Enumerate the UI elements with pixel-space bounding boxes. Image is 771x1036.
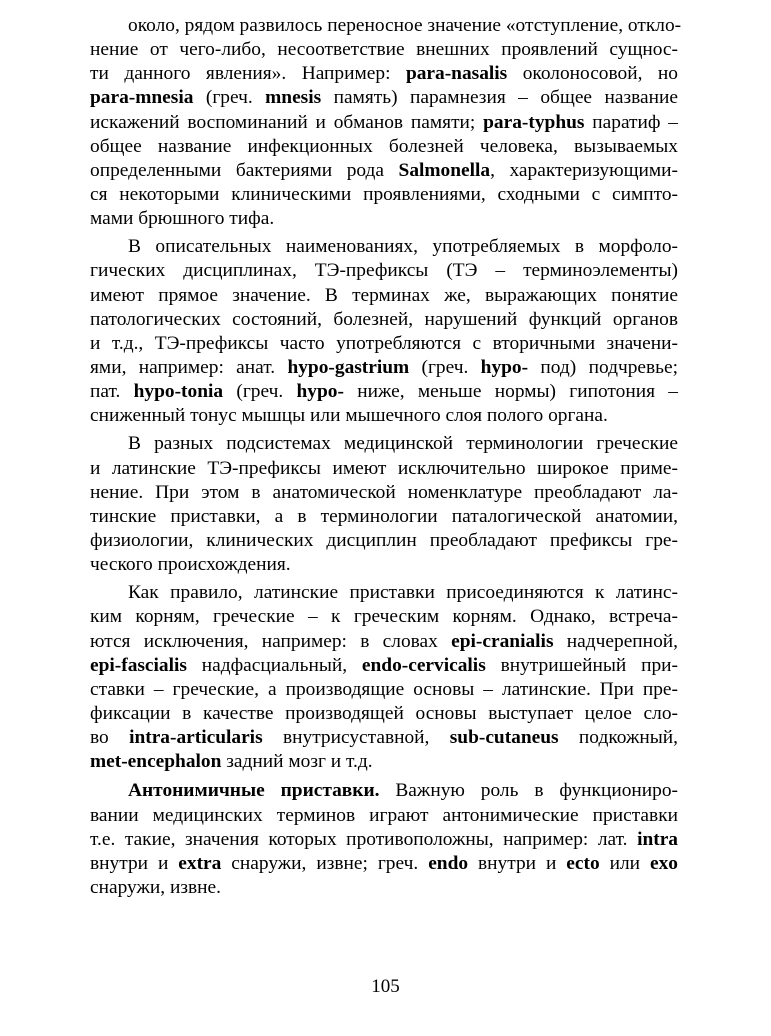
text-line [90, 259, 678, 283]
text-run: паратиф – [584, 111, 678, 133]
text-run: вании медицинских терминов играют антонимические приставки [90, 804, 678, 826]
bold-term: intra [637, 828, 678, 850]
bold-term: sub-cutaneus [449, 727, 559, 749]
text-run: Важную роль в функциониро- [379, 780, 678, 802]
text-line [90, 605, 678, 629]
text-line [90, 779, 678, 803]
text-run: гических дисциплинах, ТЭ-префиксы (ТЭ – терминоэлементы) [90, 260, 678, 282]
text-run: околоносовой, но [507, 63, 678, 85]
text-run: имеют прямое значение. В терминах же, выражающих понятие [90, 284, 678, 306]
text-run: пат. [90, 381, 134, 403]
text-run: В описательных наименованиях, употребляемых в морфоло- [128, 236, 678, 258]
text-run: надчерепной, [553, 630, 678, 652]
text-line [90, 630, 678, 654]
text-run: ся некоторыми клиническими проявлениями, сходными с симпто- [90, 183, 678, 205]
paragraph [90, 432, 678, 577]
text-line [90, 876, 678, 900]
bold-term: intra-articularis [129, 727, 263, 749]
text-line [90, 505, 678, 529]
body-text [90, 14, 682, 900]
text-run: во [90, 727, 130, 749]
text-run: тинские приставки, а в терминологии паталогической анатомии, [90, 505, 678, 527]
text-run: сниженный тонус мышцы или мышечного слоя полого органа. [90, 405, 608, 427]
text-run: около, рядом развилось переносное значение «отступление, откло- [128, 15, 682, 36]
bold-term: para-mnesia [90, 87, 194, 109]
bold-term: hypo- [296, 381, 344, 403]
bold-term: extra [178, 852, 222, 874]
text-run: и латинские ТЭ-префиксы имеют исключительно широкое приме- [90, 457, 678, 479]
text-line [90, 457, 678, 481]
text-run: внутри и [90, 852, 179, 874]
text-line [90, 726, 678, 750]
bold-term: epi-fascialis [90, 654, 187, 676]
text-line [90, 432, 678, 456]
text-line [90, 678, 678, 702]
bold-term: ecto [566, 852, 600, 874]
bold-term: endo [428, 852, 469, 874]
text-run: и т.д., ТЭ-префиксы часто употребляются с вторичными значени- [90, 332, 678, 354]
text-run: мами брюшного тифа. [90, 208, 275, 230]
text-run: ются исключения, например: в словах [90, 630, 452, 652]
text-line [90, 62, 678, 86]
text-run: ставки – греческие, а производящие основы – латинские. При пре- [90, 678, 678, 700]
text-line [90, 654, 678, 678]
text-line [90, 332, 678, 356]
text-run: В разных подсистемах медицинской терминологии греческие [128, 433, 678, 455]
paragraph [90, 581, 678, 774]
text-line [90, 750, 678, 774]
text-run: или [599, 852, 650, 874]
text-line [90, 14, 682, 38]
text-run: нение. При этом в анатомической номенклатуре преобладают ла- [90, 481, 678, 503]
text-run: (греч. [409, 356, 481, 378]
text-run: под) подчревье; [528, 356, 678, 378]
text-run: определенными бактериями рода [90, 159, 399, 181]
text-run: подкожный, [558, 727, 678, 749]
text-run: патологических состояний, болезней, нарушений функций органов [90, 308, 678, 330]
bold-term: mnesis [265, 87, 322, 109]
text-line [90, 207, 678, 231]
text-run: ческого происхождения. [90, 554, 291, 576]
text-line [90, 308, 678, 332]
text-line [90, 804, 678, 828]
text-run: фиксации в качестве производящей основы выступает целое сло- [90, 702, 678, 724]
paragraph [90, 779, 678, 900]
text-line [90, 86, 678, 110]
text-line [90, 380, 678, 404]
bold-term: para-nasalis [405, 63, 508, 85]
text-line [90, 284, 678, 308]
text-run: внутришейный при- [485, 654, 678, 676]
text-run: ти данного явления». Например: [90, 63, 406, 85]
bold-term: hypo- [480, 356, 529, 378]
text-run: (греч. [223, 381, 297, 403]
bold-term: met-encephalon [90, 751, 222, 773]
text-run: внутри и [468, 852, 567, 874]
text-run: память) парамнезия – общее название [321, 87, 678, 109]
page-number: 105 [371, 976, 400, 997]
text-run: (греч. [193, 87, 266, 109]
text-line [90, 581, 678, 605]
text-run: надфасциальный, [186, 654, 362, 676]
text-line [90, 183, 678, 207]
bold-term: Антонимичные приставки. [128, 780, 380, 802]
text-line [90, 356, 678, 380]
text-line [90, 852, 678, 876]
text-line [90, 135, 678, 159]
text-line [90, 529, 678, 553]
text-run: снаружи, извне. [90, 876, 221, 898]
text-run: нение от чего-либо, несоответствие внешних проявлений сущнос- [90, 39, 678, 61]
text-line [90, 404, 678, 428]
text-line [90, 111, 678, 135]
text-line [90, 235, 678, 259]
bold-term: exo [650, 852, 678, 874]
paragraph [90, 14, 682, 231]
text-run: физиологии, клинических дисциплин преобладают префиксы гре- [90, 529, 678, 551]
bold-term: endo-cervicalis [361, 654, 486, 676]
bold-term: para-typhus [483, 111, 585, 133]
text-line [90, 702, 678, 726]
text-line [90, 553, 678, 577]
text-run: ким корням, греческие – к греческим корням. Однако, встреча- [90, 606, 678, 628]
bold-term: hypo-gastrium [287, 356, 410, 378]
text-line [90, 38, 678, 62]
text-line [90, 481, 678, 505]
text-run: снаружи, извне; греч. [221, 852, 429, 874]
text-run: , характеризующими- [490, 159, 678, 181]
text-line [90, 828, 678, 852]
bold-term: Salmonella [398, 159, 491, 181]
text-run: общее название инфекционных болезней человека, вызываемых [90, 135, 678, 157]
text-line [90, 159, 678, 183]
paragraph [90, 235, 678, 428]
text-run: ниже, меньше нормы) гипотония – [343, 381, 678, 403]
bold-term: hypo-tonia [133, 381, 224, 403]
bold-term: epi-cranialis [451, 630, 554, 652]
text-run: Как правило, латинские приставки присоединяются к латинс- [128, 582, 678, 604]
text-run: внутрисуставной, [262, 727, 450, 749]
text-run: искажений воспоминаний и обманов памяти; [90, 111, 484, 133]
text-run: ями, например: анат. [90, 356, 288, 378]
text-run: задний мозг и т.д. [221, 751, 373, 773]
text-run: т.е. такие, значения которых противоположны, например: лат. [90, 828, 638, 850]
